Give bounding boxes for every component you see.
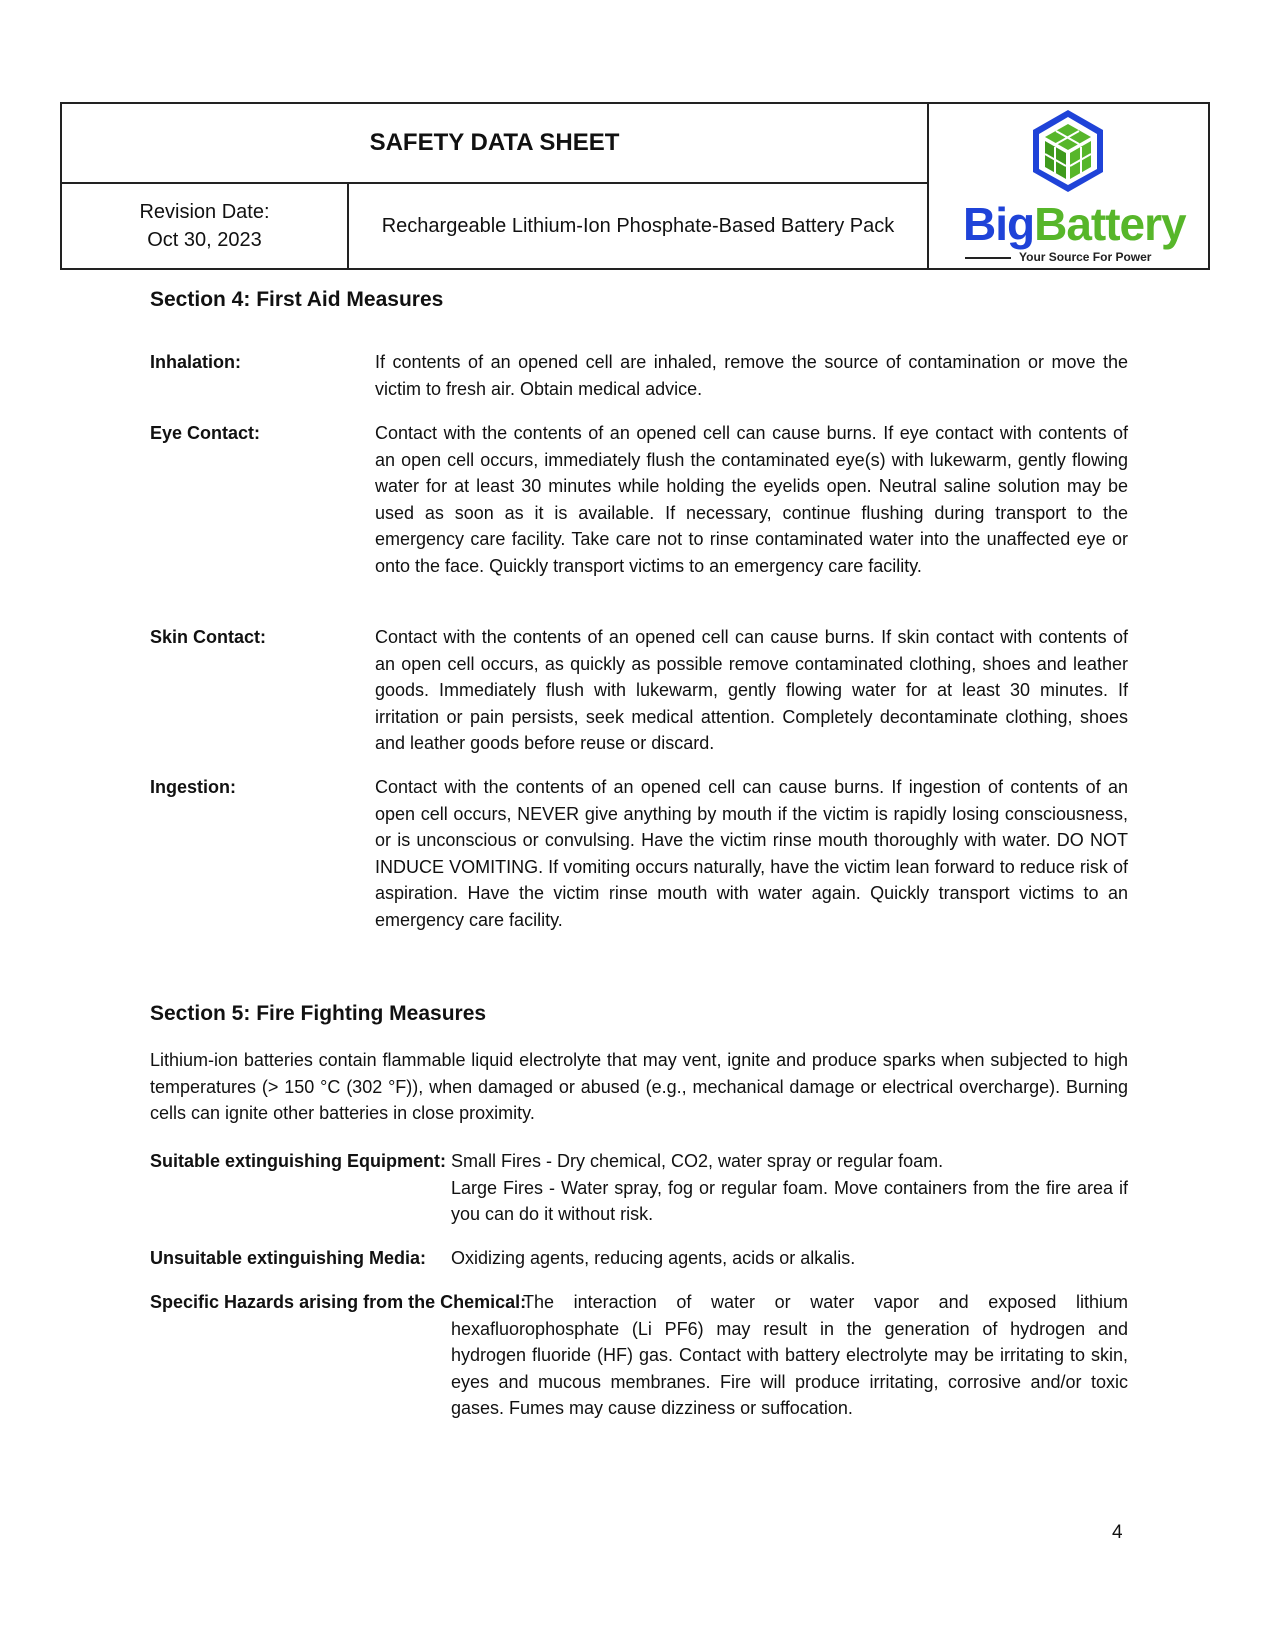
eye-contact-label: Eye Contact: [150,423,261,443]
skin-contact-text: Contact with the contents of an opened cell can cause burns. If skin contact with contents of an open cell occurs, as quickly as possible remove contaminated clothing, shoes and leather goods. Immediately flush with lukewarm, gently flowing water for at least 30 minutes. If irritation or pain persists, seek medical attention. Completely decontaminate clothing, shoes and leather goods before reuse or discard. [375,627,1128,753]
logo-tagline: Your Source For Power [1019,250,1152,264]
document-title: SAFETY DATA SHEET [62,104,929,184]
logo-divider [965,257,1011,259]
inhalation-label: Inhalation: [150,352,241,372]
skin-contact-label: Skin Contact: [150,627,267,647]
page-number: 4 [1112,1522,1123,1543]
eye-contact-text: Contact with the contents of an opened cell can cause burns. If eye contact with contents of an open cell occurs, immediately flush the contaminated eye(s) with lukewarm, gently flowing water for at least 30 minutes while holding the eyelids open. Neutral saline solution may be used as soon as it is available. If necessary, continue flushing during transport to the emergency care facility. Take care not to rinse contaminated water into the unaffected eye or onto the face. Quickly transport victims to an emergency care facility. [375,423,1128,576]
ingestion-text: Contact with the contents of an opened cell can cause burns. If ingestion of contents of an open cell occurs, NEVER give anything by mouth if the victim is rapidly losing consciousness, or is unconscious or convulsing. Have the victim rinse mouth thoroughly with water. DO NOT INDUCE VOMITING. If vomiting occurs naturally, have the victim lean forward to reduce risk of aspiration. Have the victim rinse mouth with water again. Quickly transport victims to an emergency care facility. [375,777,1128,930]
suitable-label: Suitable extinguishing Equipment: [150,1151,447,1171]
fire-fighting-intro: Lithium-ion batteries contain flammable liquid electrolyte that may vent, ignite and produce sparks when subjected to high temperatures (> 150 °C (302 °F)), when damaged or abused (e.g., mechanical damage or electrical overcharge). Burning cells can ignite other batteries in close proximity. [150,1050,1128,1123]
suitable-large-fires: Large Fires - Water spray, fog or regular foam. Move containers from the fire area if you can do it without risk. [451,1177,1128,1224]
battery-cube-icon [929,104,1208,204]
hazards-text-first-line: The interaction of water or water vapor and exposed lithium [523,1292,1128,1312]
section-5-title: Section 5: Fire Fighting Measures [150,1002,487,1025]
section-4-title: Section 4: First Aid Measures [150,288,444,311]
revision-date-value: Oct 30, 2023 [147,229,262,251]
hazards-text: hexafluorophosphate (Li PF6) may result in the generation of hydrogen and hydrogen fluoride (HF) gas. Contact with battery electrolyte may be irritating to skin, eyes and mucous membranes. Fire will produce irritating, corrosive and/or toxic gases. Fumes may cause dizziness or suffocation. [451,1318,1128,1418]
inhalation-text: If contents of an opened cell are inhaled, remove the source of contamination or move the victim to fresh air. Obtain medical advice. [375,352,1128,399]
logo-wordmark [963,200,1186,248]
logo-word-battery: Battery [1034,198,1186,250]
header-table [60,102,1210,270]
revision-date-cell [62,184,349,268]
suitable-small-fires: Small Fires - Dry chemical, CO2, water spray or regular foam. [451,1151,944,1171]
revision-date-label: Revision Date: [139,201,270,223]
logo-word-big: Big [963,198,1035,250]
hazards-label: Specific Hazards arising from the Chemical: [150,1292,527,1312]
bigbattery-logo [929,104,1208,268]
ingestion-label: Ingestion: [150,777,236,797]
unsuitable-label: Unsuitable extinguishing Media: [150,1248,427,1268]
unsuitable-text: Oxidizing agents, reducing agents, acids or alkalis. [451,1248,856,1268]
product-name: Rechargeable Lithium-Ion Phosphate-Based Battery Pack [349,184,929,268]
